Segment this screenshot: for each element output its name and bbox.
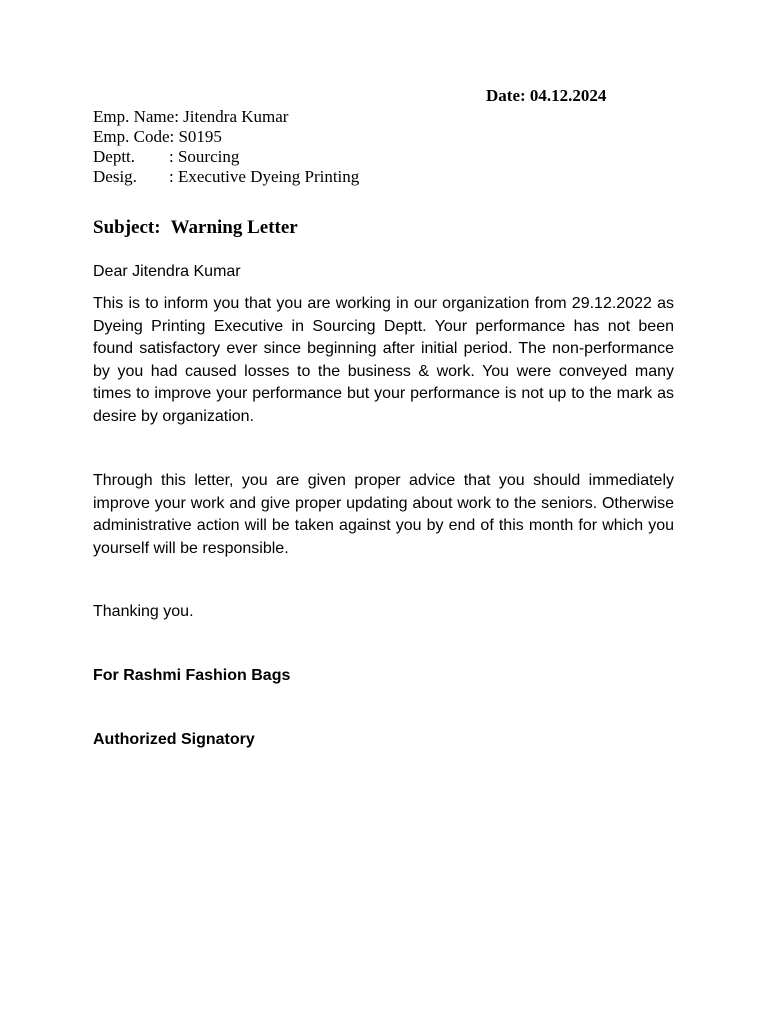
employee-code-label: Emp. Code: xyxy=(93,127,175,146)
letter-date xyxy=(486,86,606,106)
employee-code-value: S0195 xyxy=(178,127,222,146)
employee-name-value: Jitendra Kumar xyxy=(183,107,289,126)
employee-dept-value: : Sourcing xyxy=(169,147,240,166)
employee-name-row xyxy=(93,107,359,127)
body-paragraph-2: Through this letter, you are given proper advice that you should immediately improve your work and give proper updating about work to the seniors. Otherwise administrative action will be taken against you by end of this month for which you yourself will be responsible. xyxy=(93,472,674,557)
employee-details xyxy=(93,107,359,187)
company-name: For Rashmi Fashion Bags xyxy=(93,667,291,684)
subject-label: Subject: xyxy=(93,217,161,238)
employee-name-label: Emp. Name: xyxy=(93,107,179,126)
closing-line: Thanking you. xyxy=(93,603,194,620)
employee-desig-row xyxy=(93,167,359,187)
salutation: Dear Jitendra Kumar xyxy=(93,263,241,280)
date-label: Date: xyxy=(486,86,526,105)
employee-desig-label: Desig. xyxy=(93,167,137,186)
employee-dept-row xyxy=(93,147,359,167)
subject-value: Warning Letter xyxy=(170,217,298,238)
employee-desig-value: : Executive Dyeing Printing xyxy=(169,167,360,186)
letter-subject xyxy=(93,217,298,239)
employee-code-row xyxy=(93,127,359,147)
date-value: 04.12.2024 xyxy=(529,86,607,105)
employee-dept-label: Deptt. xyxy=(93,147,136,166)
authorized-signatory: Authorized Signatory xyxy=(93,731,255,748)
body-paragraph-1: This is to inform you that you are working in our organization from 29.12.2022 as Dyeing Printing Executive in Sourcing Deptt. Your performance has not been found satisfactory ever since beginning after initial period. The non-performance by you had caused losses to the business & work. You were conveyed many times to improve your performance but your performance is not up to the mark as desire by organization. xyxy=(93,295,674,425)
